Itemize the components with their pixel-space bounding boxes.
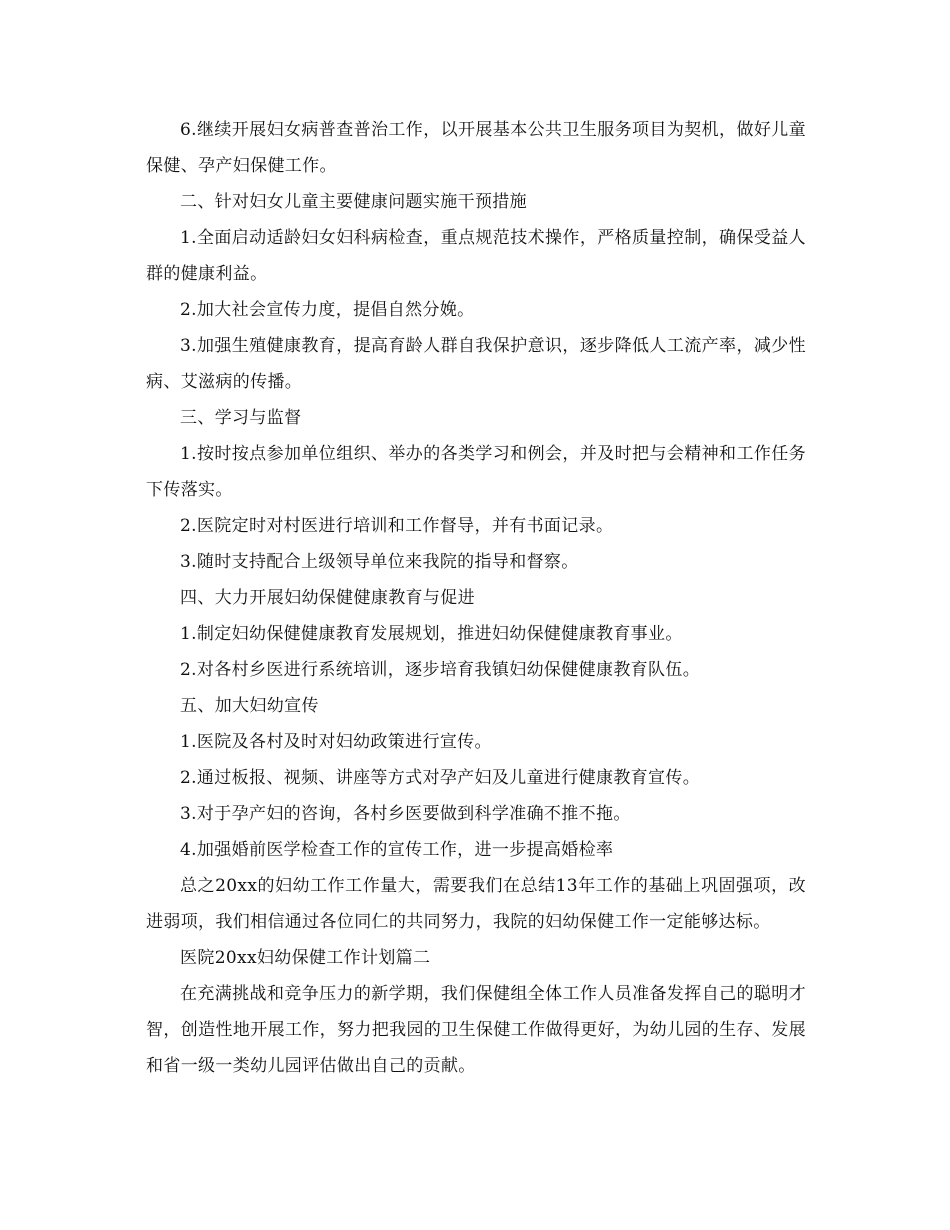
section-heading-3: 三、学习与监督: [180, 408, 302, 428]
paragraph-item-5-2: 2.通过板报、视频、讲座等方式对孕产妇及儿童进行健康教育宣传。: [180, 768, 701, 788]
paragraph-item-3-3: 3.随时支持配合上级领导单位来我院的指导和督察。: [180, 552, 579, 572]
paragraph-item-5-3: 3.对于孕产妇的咨询，各村乡医要做到科学准确不推不拖。: [180, 804, 631, 824]
paragraph-item-3-2: 2.医院定时对村医进行培训和工作督导，并有书面记录。: [180, 516, 614, 536]
paragraph-item-5-1: 1.医院及各村及时对妇幼政策进行宣传。: [180, 732, 492, 752]
part-two-intro-paragraph: 在充满挑战和竞争压力的新学期，我们保健组全体工作人员准备发挥自己的聪明才智，创造性地开展工作，努力把我园的卫生保健工作做得更好，为幼儿园的生存、发展和省一级一类幼儿园评估做出自己的贡献。: [146, 984, 806, 1076]
paragraph-item-2-3: 3.加强生殖健康教育，提高育龄人群自我保护意识，逐步降低人工流产率，减少性病、艾滋病的传播。: [146, 336, 806, 392]
paragraph-item-2-1: 1.全面启动适龄妇女妇科病检查，重点规范技术操作，严格质量控制，确保受益人群的健康利益。: [146, 228, 806, 284]
document-body: [146, 112, 806, 1084]
paragraph-item-4-2: 2.对各村乡医进行系统培训，逐步培育我镇妇幼保健健康教育队伍。: [180, 660, 701, 680]
paragraph-item-4-1: 1.制定妇幼保健健康教育发展规划，推进妇幼保健健康教育事业。: [180, 624, 683, 644]
section-heading-2: 二、针对妇女儿童主要健康问题实施干预措施: [180, 192, 527, 212]
paragraph-item-5-4: 4.加强婚前医学检查工作的宣传工作，进一步提高婚检率: [180, 840, 614, 860]
paragraph-item-3-1: 1.按时按点参加单位组织、举办的各类学习和例会，并及时把与会精神和工作任务下传落实。: [146, 444, 806, 500]
section-heading-4: 四、大力开展妇幼保健健康教育与促进: [180, 588, 475, 608]
summary-paragraph: 总之20xx的妇幼工作工作量大，需要我们在总结13年工作的基础上巩固强项，改进弱项，我们相信通过各位同仁的共同努力，我院的妇幼保健工作一定能够达标。: [146, 876, 806, 932]
paragraph-item-2-2: 2.加大社会宣传力度，提倡自然分娩。: [180, 300, 475, 320]
part-two-title: 医院20xx妇幼保健工作计划篇二: [180, 948, 431, 968]
section-heading-5: 五、加大妇幼宣传: [180, 696, 319, 716]
paragraph-item-6: 6.继续开展妇女病普查普治工作，以开展基本公共卫生服务项目为契机，做好儿童保健、孕产妇保健工作。: [146, 120, 806, 176]
